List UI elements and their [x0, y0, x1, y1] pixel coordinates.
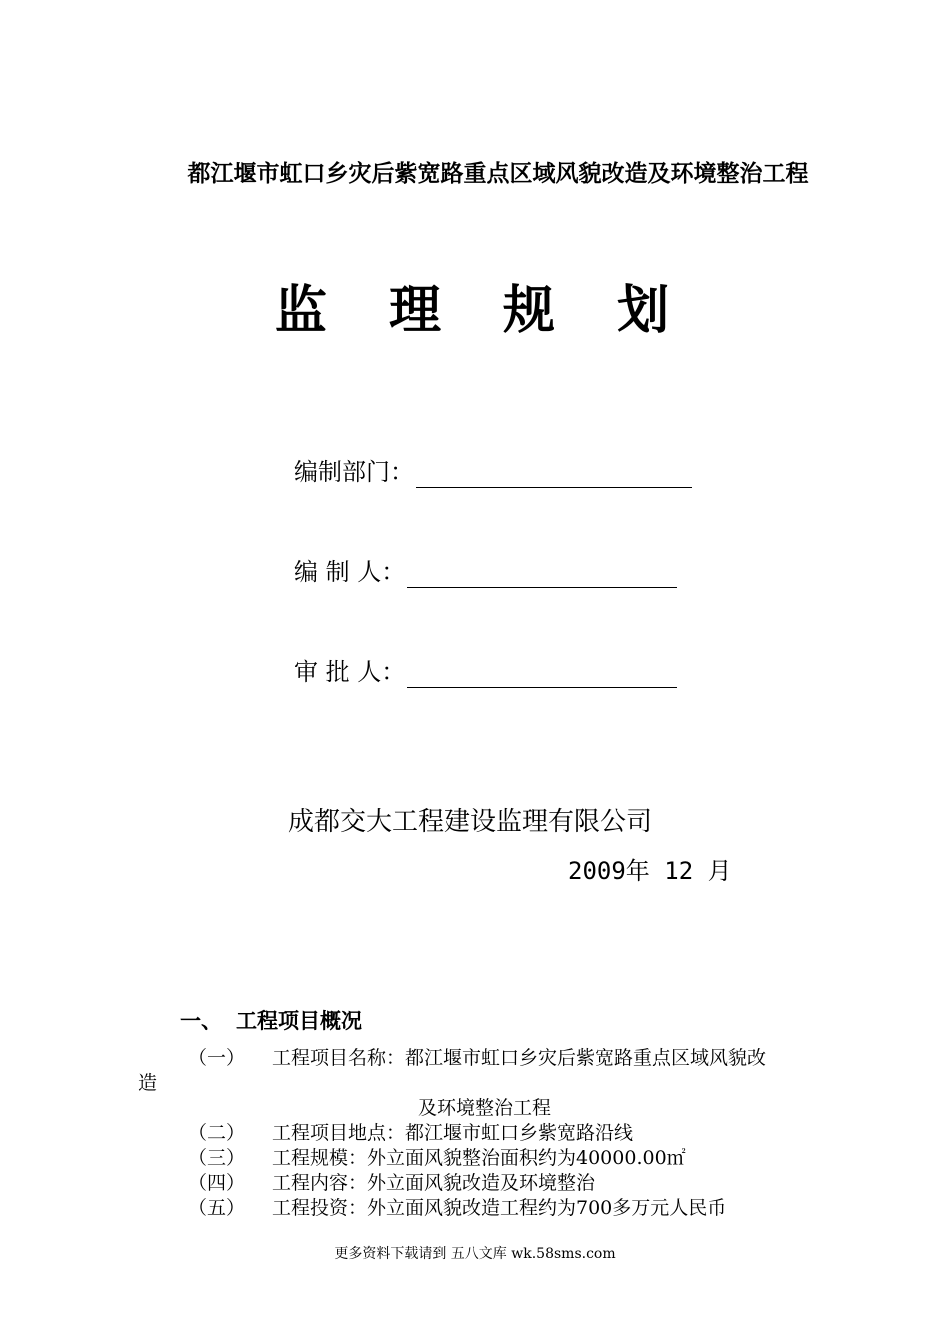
item-text: 工程投资：外立面风貌改造工程约为700多万元人民币 — [272, 1197, 727, 1219]
list-item — [188, 1146, 686, 1170]
item-index: （四） — [188, 1172, 246, 1194]
blank-line — [407, 559, 677, 588]
field-label: 编制部门： — [294, 458, 414, 486]
item-text: 工程内容：外立面风貌改造及环境整治 — [272, 1172, 596, 1194]
item-text: 工程项目地点：都江堰市虹口乡紫宽路沿线 — [272, 1122, 634, 1144]
field-approver — [294, 656, 677, 688]
field-compiling-department — [294, 456, 692, 488]
item-index: （三） — [188, 1147, 246, 1169]
item-index: （二） — [188, 1122, 246, 1144]
section-number: 一、 — [180, 1009, 222, 1033]
item-text: 工程规模：外立面风貌整治面积约为40000.00㎡ — [272, 1147, 686, 1169]
list-item — [188, 1171, 595, 1195]
section-heading — [180, 1006, 362, 1036]
company-name: 成都交大工程建设监理有限公司 — [288, 807, 653, 837]
field-compiler — [294, 556, 677, 588]
item-continuation: 及环境整治工程 — [418, 1097, 552, 1119]
item-wrap-text: 造 — [138, 1072, 158, 1094]
list-item — [188, 1196, 726, 1220]
list-item — [188, 1046, 766, 1070]
document-title: 监 理 规 划 — [274, 281, 692, 341]
item-index: （五） — [188, 1197, 246, 1219]
field-label: 审 批 人： — [294, 658, 406, 686]
item-index: （一） — [188, 1047, 246, 1069]
blank-line — [416, 459, 692, 488]
item-text: 工程项目名称：都江堰市虹口乡灾后紫宽路重点区域风貌改 — [272, 1047, 767, 1069]
footer-link-text: 更多资料下载请到 五八文库 wk.58sms.com — [334, 1246, 616, 1262]
list-item — [188, 1121, 633, 1145]
section-title: 工程项目概况 — [236, 1009, 362, 1033]
field-label: 编 制 人： — [294, 558, 406, 586]
blank-line — [407, 659, 677, 688]
project-title: 都江堰市虹口乡灾后紫宽路重点区域风貌改造及环境整治工程 — [187, 160, 809, 187]
document-date: 2009年 12 月 — [568, 857, 732, 885]
